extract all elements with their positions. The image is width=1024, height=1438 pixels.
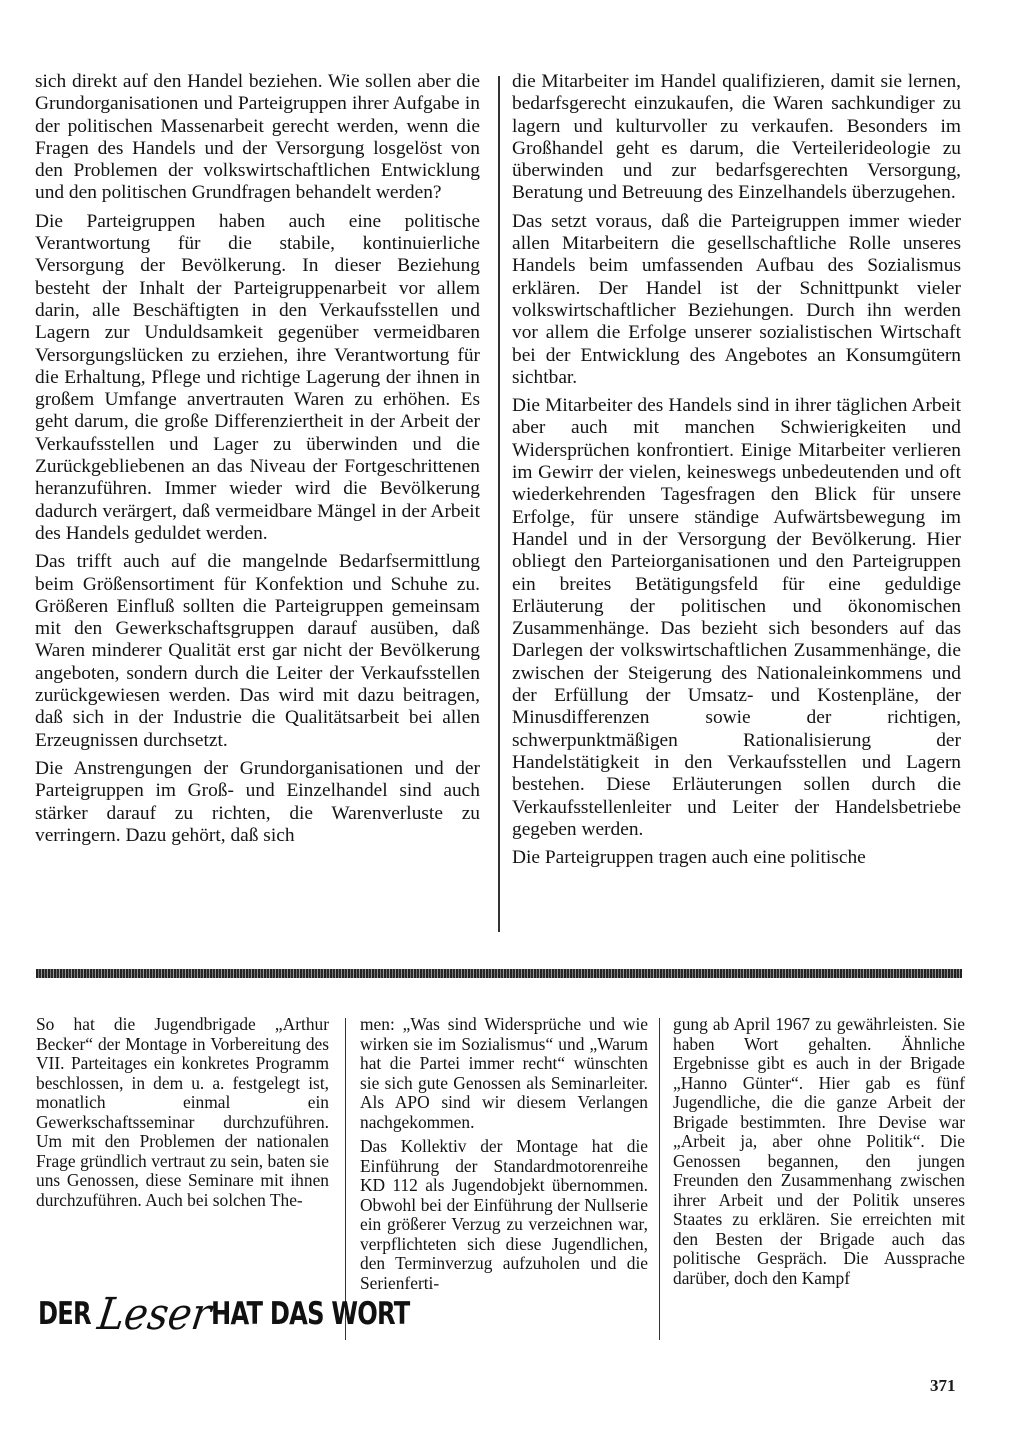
letter-column-3 — [673, 1015, 965, 1288]
paragraph: sich direkt auf den Handel beziehen. Wie sollen aber die Grundorganisationen und Parteigruppen ihrer Aufgabe in der politischen Massenarbeit gerecht werden, wenn die Fragen des Handels und der Versorgung losgelöst von den Problemen der volkswirtschaftlichen Entwicklung und den politischen Grundfragen behandelt werden? — [35, 71, 480, 204]
column-divider — [498, 76, 500, 932]
letter-column-2 — [360, 1015, 648, 1293]
article-column-right — [512, 71, 961, 869]
paragraph: Die Parteigruppen haben auch eine politische Verantwortung für die stabile, kontinuierliche Versorgung der Bevölkerung. In dieser Beziehung besteht der Inhalt der Parteigruppenarbeit vor allem darin, alle Beschäftigten in den Verkaufsstellen und Lagern zur Unduldsamkeit gegenüber vermeidbaren Versorgungslücken zu erziehen, ihre Verantwortung für die Erhaltung, Pflege und richtige Lagerung der ihnen in großem Umfange anvertrauten Waren zu erhöhen. Es geht darum, die große Differenziertheit in der Arbeit der Verkaufsstellen und Lager zu überwinden und die Zurückgebliebenen an das Niveau der Fortgeschrittenen heranzuführen. Immer wieder wird die Bevölkerung dadurch verärgert, daß vermeidbare Mängel in der Arbeit des Handels geduldet werden. — [35, 210, 480, 544]
paragraph: Das Kollektiv der Montage hat die Einführung der Standardmotorenreihe KD 112 als Jugendobjekt übernommen. Obwohl bei der Einführung der Nullserie ein größerer Verzug zu verzeichnen war, verpflichteten sich diese Jugendlichen, den Terminverzug aufzuholen und die Serienferti- — [360, 1136, 648, 1293]
paragraph: Die Mitarbeiter des Handels sind in ihrer täglichen Arbeit aber auch mit manchen Schwierigkeiten und Widersprüchen konfrontiert. Einige Mitarbeiter verlieren im Gewirr der vielen, keineswegs unbedeutenden und oft wiederkehrenden Tagesfragen den Blick für unsere Erfolge, für unsere ständige Aufwärtsbewegung im Handel und in der Versorgung der Bevölkerung. Hier obliegt den Parteiorganisationen und den Parteigruppen ein breites Betätigungsfeld für eine geduldige Erläuterung der politischen und ökonomischen Zusammenhänge. Das bezieht sich besonders auf das Darlegen der volkswirtschaftlichen Zusammenhänge, die zwischen der Steigerung des Nationaleinkommens und der Erfüllung der Umsatz- und Kostenpläne, der Minusdifferenzen sowie der richtigen, schwerpunktmäßigen Rationalisierung der Handelstätigkeit in den Verkaufsstellen und Lagern bestehen. Diese Erläuterungen sollen durch die Verkaufsstellenleiter und Leiter der Handelsbetriebe gegeben werden. — [512, 395, 961, 840]
rubric-word-hat-das-wort: HAT DAS WORT — [210, 1296, 410, 1332]
paragraph: gung ab April 1967 zu gewährleisten. Sie haben Wort gehalten. Ähnliche Ergebnisse gibt es auch in der Brigade „Hanno Günter“. Hier gab es fünf Jugendliche, die die ganze Arbeit der Brigade bestimmten. Ihre Devise war „Arbeit ja, aber ohne Politik“. Die Genossen begannen, den jungen Freunden den Zusammenhang zwischen ihrer Arbeit und der Politik unseres Staates zu erklären. Sie erreichten mit den Besten der Brigade auch das politische Gespräch. Die Aussprache darüber, doch den Kampf — [673, 1014, 965, 1288]
section-divider — [36, 969, 962, 978]
paragraph: Die Anstrengungen der Grundorganisationen und der Parteigruppen im Groß- und Einzelhandel sind auch stärker darauf zu richten, die Warenverluste zu verringern. Dazu gehört, daß sich — [35, 757, 480, 846]
rubric-word-der: DER — [38, 1296, 91, 1332]
article-column-left — [35, 71, 480, 847]
paragraph: die Mitarbeiter im Handel qualifizieren, damit sie lernen, bedarfsgerecht einzukaufen, die Waren sachkundiger zu lagern und kulturvoller zu verkaufen. Besonders im Großhandel geht es darum, die Verteilerideologie zu überwinden und zur bedarfsgerechten Versorgung, Beratung und Betreuung des Einzelhandels überzugehen. — [512, 71, 961, 204]
rubric-logo — [38, 1284, 410, 1344]
column-divider — [659, 1018, 660, 1340]
paragraph: Das setzt voraus, daß die Parteigruppen immer wieder allen Mitarbeitern die gesellschaftliche Rolle unseres Handels beim umfassenden Aufbau des Sozialismus erklären. Der Handel ist der Schnittpunkt vieler volkswirtschaftlicher Beziehungen. Durch ihn werden vor allem die Erfolge unserer sozialistischen Wirtschaft bei der Entwicklung des Angebotes an Konsumgütern sichtbar. — [512, 210, 961, 388]
paragraph: Das trifft auch auf die mangelnde Bedarfsermittlung beim Größensortiment für Konfektion und Schuhe zu. Größeren Einfluß sollten die Parteigruppen gemeinsam mit den Gewerkschaftsgruppen darauf ausüben, daß Waren minderer Qualität erst gar nicht der Bevölkerung angeboten, sondern durch die Leiter der Verkaufsstellen zurückgewiesen werden. Das wird mit dazu beitragen, daß sich in der Industrie die Qualitätsarbeit bei allen Erzeugnissen durchsetzt. — [35, 551, 480, 751]
column-divider — [345, 1018, 346, 1340]
paragraph: So hat die Jugendbrigade „Arthur Becker“ der Montage in Vorbereitung des VII. Parteitages ein konkretes Programm beschlossen, in dem u. a. festgelegt ist, monatlich einmal ein Gewerkschaftsseminar durchzuführen. Um mit den Problemen der nationalen Frage gründlich vertraut zu sein, baten sie uns Genossen, diese Seminare mit ihnen durchzuführen. Auch bei solchen The- — [36, 1014, 329, 1210]
letter-column-1 — [36, 1015, 329, 1210]
rubric-word-leser: Leser — [94, 1288, 215, 1340]
page-number: 371 — [930, 1376, 956, 1395]
paragraph: Die Parteigruppen tragen auch eine politische — [512, 847, 866, 869]
paragraph: men: „Was sind Widersprüche und wie wirken sie im Sozialismus“ und „Warum hat die Partei immer recht“ wünschten sie sich gute Genossen als Seminarleiter. Als APO sind wir diesem Verlangen nachgekommen. — [360, 1014, 648, 1132]
